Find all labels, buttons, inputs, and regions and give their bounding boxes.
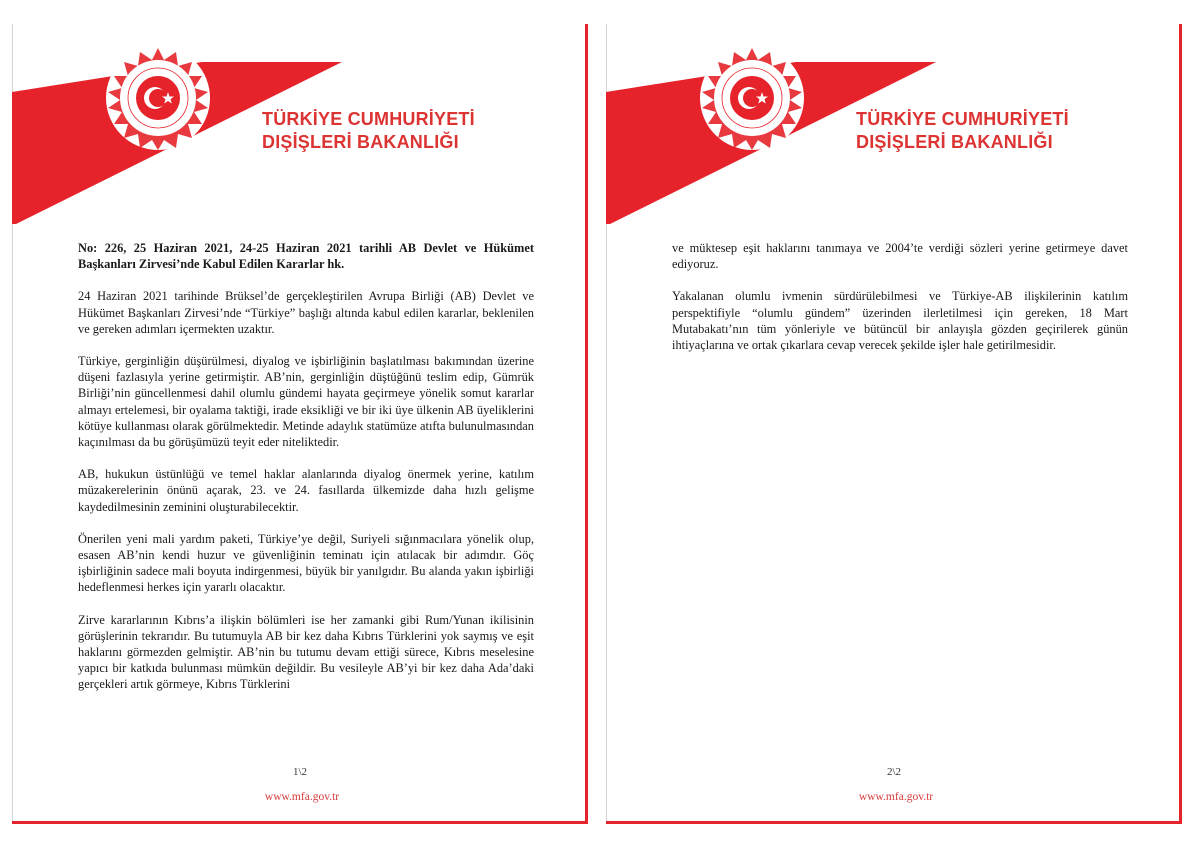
paragraph: Önerilen yeni mali yardım paketi, Türkiye’ye değil, Suriyeli sığınmacılara yönelik olup, esasen AB’nin kendi huzur ve güvenliğinin teminatı için atılacak bir adımdır. Göç işbirliğinin sadece mali boyuta indirgenmesi, büyük bir yanılgıdır. Bu alanda yakın işbirliği hedeflenmesi herkes için yararlı olacaktır. xyxy=(78,531,534,595)
page-number: 2\2 xyxy=(886,766,902,778)
paragraph: Yakalanan olumlu ivmenin sürdürülebilmesi ve Türkiye-AB ilişkilerinin katılım perspektifiyle “olumlu gündem” üzerinden ilerletilmesi için gereken, 18 Mart Mutabakatı’nın tüm yönleriyle ve bütüncül bir anlayışla gözden geçirilerek günün ihtiyaçlarına ve ortak çıkarlara cevap verecek şekilde işler hale getirilmesidir. xyxy=(672,289,1128,353)
document-page-1 xyxy=(12,24,588,824)
paragraph: Zirve kararlarının Kıbrıs’a ilişkin bölümleri ise her zamanki gibi Rum/Yunan ikilisinin görüşlerinin tekrarıdır. Bu tutumuyla AB bir kez daha Kıbrıs Türklerini yok saymış ve eşit haklarını görmezden gelmiştir. AB’nin bu tutumu devam ettiği sürece, Kıbrıs meselesine yapıcı bir katkıda bulunması mümkün değildir. Bu vesileyle AB’yi bir kez daha Ada’daki gerçekleri artık görmeye, Kıbrıs Türklerini xyxy=(78,612,534,692)
paragraph: AB, hukukun üstünlüğü ve temel haklar alanlarında diyalog önermek yerine, katılım müzakerelerinin önünü açarak, 23. ve 24. fasıllarda ülkemizde daha hızlı gelişme kaydedilmesinin zeminini oluşturabilecektir. xyxy=(78,467,534,514)
paragraph: 24 Haziran 2021 tarihinde Brüksel’de gerçekleştirilen Avrupa Birliği (AB) Devlet ve Hükümet Başkanları Zirvesi’nde “Türkiye” başlığı altında kabul edilen kararlar, beklenilen ve gereken adımları içermekten uzaktır. xyxy=(78,289,534,336)
ministry-seal-icon xyxy=(104,44,212,152)
document-body-page-1 xyxy=(78,240,534,709)
ministry-name-line1: TÜRKİYE CUMHURİYETİ xyxy=(856,109,1069,129)
ministry-name-line2: DIŞİŞLERİ BAKANLIĞI xyxy=(262,132,459,152)
website-link[interactable]: www.mfa.gov.tr xyxy=(858,791,934,803)
ministry-header xyxy=(856,108,1069,154)
ministry-name-line1: TÜRKİYE CUMHURİYETİ xyxy=(262,109,475,129)
page-border-bottom xyxy=(12,821,588,824)
document-title: No: 226, 25 Haziran 2021, 24-25 Haziran 2021 tarihli AB Devlet ve Hükümet Başkanları Zirvesi’nde Kabul Edilen Kararlar hk. xyxy=(78,241,534,272)
page-border-bottom xyxy=(606,821,1182,824)
ministry-seal-icon xyxy=(698,44,806,152)
page-number: 1\2 xyxy=(292,766,308,778)
document-body-page-2 xyxy=(672,240,1128,369)
ministry-name-line2: DIŞİŞLERİ BAKANLIĞI xyxy=(856,132,1053,152)
paragraph: ve müktesep eşit haklarını tanımaya ve 2004’te verdiği sözleri yerine getirmeye davet ediyoruz. xyxy=(672,241,1128,272)
document-page-2 xyxy=(606,24,1182,824)
ministry-header xyxy=(262,108,475,154)
website-link[interactable]: www.mfa.gov.tr xyxy=(264,791,340,803)
paragraph: Türkiye, gerginliğin düşürülmesi, diyalog ve işbirliğinin başlatılması bakımından üzerine düşeni fazlasıyla yerine getirmiştir. AB’nin, gerginliğin düştüğünü teslim edip, Gümrük Birliği’nin güncellenmesi dahil olumlu gündemi hayata geçirmeye yönelik somut kararlar almayı ertelemesi, bir oyalama taktiği, irade eksikliği ve bir iki üye ülkenin AB üyeliklerini kötüye kullanması olarak görülmektedir. Metinde adaylık statümüze atıfta bulunulmasından kaçınılması da bu görüşümüzü teyit eder niteliktedir. xyxy=(78,354,534,450)
